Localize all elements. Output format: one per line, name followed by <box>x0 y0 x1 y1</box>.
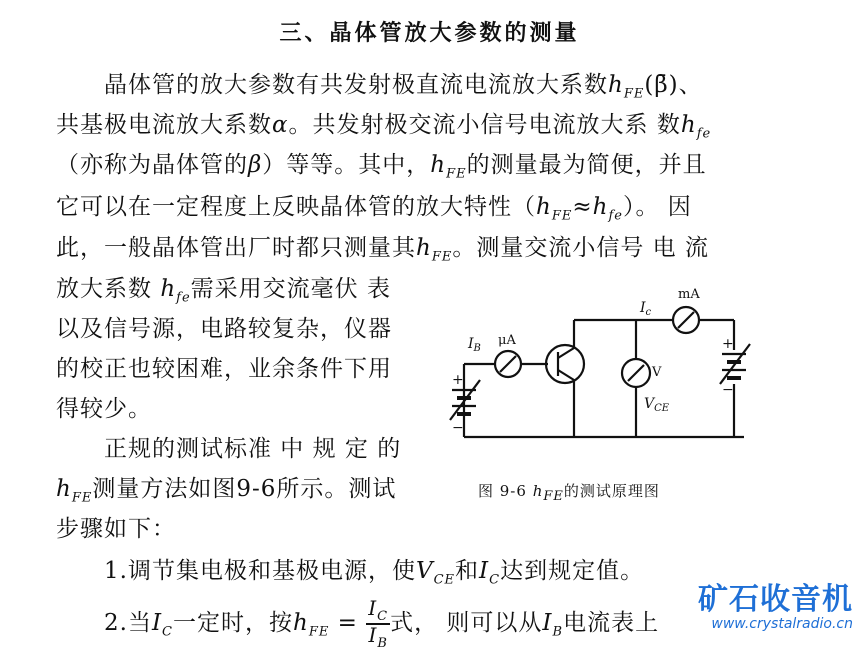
label-vce: $V_{CE}$ <box>644 396 670 414</box>
text: 它可以在一定程度上反映晶体管的放大特性（ <box>56 194 536 220</box>
text: ）等等。其中， <box>262 152 431 178</box>
math-symbol: h <box>680 112 697 138</box>
text: （亦称为晶体管的 <box>56 152 248 178</box>
meter-needle <box>628 365 644 381</box>
math-symbol: h <box>56 476 72 502</box>
text: 2.当 <box>104 610 152 636</box>
para2-line1: 正规的测试标准 中 规 定 的 <box>104 436 402 462</box>
math-subscript: FE <box>551 208 573 224</box>
watermark <box>698 574 853 632</box>
para2-line3: 步骤如下： <box>56 516 176 542</box>
math-subscript: C <box>489 572 501 588</box>
caption-number: 图 9-6 <box>478 482 533 500</box>
text: 1.调节集电极和基极电源，使 <box>104 558 416 584</box>
math-symbol: h <box>416 235 432 261</box>
math-symbol: h <box>293 610 309 636</box>
text: 电流表上 <box>563 610 660 636</box>
para1-line1 <box>104 66 703 102</box>
watermark-url: www.crystalradio.cn <box>711 616 853 632</box>
math-subscript: FE <box>446 166 467 182</box>
math-subscript: FE <box>308 624 330 640</box>
para1-line9: 得较少。 <box>56 396 152 422</box>
text: 测量方法如图9-6所示。测试 <box>92 476 397 502</box>
meter-needle <box>500 356 516 372</box>
math-symbol: h <box>430 152 447 178</box>
math-symbol: α <box>272 112 289 138</box>
text: 达到规定值。 <box>500 558 645 584</box>
para1-line8: 的校正也较困难，业余条件下用 <box>56 356 392 382</box>
label-milliamp: mA <box>678 287 700 302</box>
text: 放大系数 <box>56 276 161 302</box>
label-plus-right: + <box>722 336 734 352</box>
math-symbol: V <box>415 558 434 584</box>
math-subscript: C <box>377 609 389 624</box>
math-subscript: fe <box>176 290 191 306</box>
transistor-collector <box>558 348 574 358</box>
label-ib: $I_B$ <box>468 336 481 354</box>
watermark-title: 矿石收音机 <box>698 582 853 617</box>
text: (β̄)、 <box>644 72 703 98</box>
math-symbol: h <box>592 194 609 220</box>
meter-needle <box>678 312 694 328</box>
fraction-numerator <box>366 598 390 625</box>
para1-line3 <box>56 146 707 182</box>
math-symbol: I <box>151 610 163 636</box>
text: 。共发射极交流小信号电流放大系 数 <box>288 112 681 138</box>
text: 一定时，按 <box>173 610 293 636</box>
label-minus-left: − <box>452 420 464 436</box>
label-minus-right: − <box>722 382 734 398</box>
math-symbol: h <box>160 276 177 302</box>
math-subscript: FE <box>543 489 564 504</box>
math-subscript: FE <box>623 86 645 102</box>
para1-line4 <box>56 188 692 224</box>
transistor <box>546 345 584 383</box>
para2-line2 <box>56 470 396 506</box>
text: ≈ <box>572 194 593 220</box>
math-symbol: h <box>532 482 544 500</box>
math-subscript: B <box>552 624 564 640</box>
math-subscript: B <box>377 636 388 651</box>
para1-line6 <box>56 270 391 306</box>
text: 。测量交流小信号 电 流 <box>452 235 709 261</box>
math-subscript: FE <box>431 249 453 265</box>
math-subscript: CE <box>433 572 456 588</box>
para1-line2 <box>56 106 711 142</box>
section-title: 三、晶体管放大参数的测量 <box>279 20 580 46</box>
math-symbol: I <box>542 610 553 636</box>
caption-text: 的测试原理图 <box>563 482 660 500</box>
para1-line7: 以及信号源，电路较复杂，仪器 <box>56 316 392 342</box>
fraction <box>366 598 390 650</box>
math-symbol: I <box>479 558 490 584</box>
step-2 <box>104 598 659 650</box>
math-symbol: I <box>368 623 378 647</box>
step-1 <box>104 552 644 588</box>
math-symbol: h <box>608 72 624 98</box>
math-subscript: FE <box>71 490 93 506</box>
math-subscript: C <box>162 624 173 640</box>
math-symbol: β <box>248 152 263 178</box>
text: 的测量最为简便，并且 <box>466 152 707 178</box>
text: 式， 则可以从 <box>390 610 543 636</box>
math-subscript: fe <box>696 126 712 142</box>
text: 共基极电流放大系数 <box>56 112 272 138</box>
text: = <box>329 610 367 636</box>
label-microamp: μA <box>498 333 516 348</box>
text: 此，一般晶体管出厂时都只测量其 <box>56 235 416 261</box>
circuit-diagram <box>440 272 770 502</box>
math-symbol: I <box>368 596 378 620</box>
math-symbol: h <box>536 194 552 220</box>
fraction-denominator <box>366 625 390 650</box>
label-volt: V <box>652 365 662 380</box>
text: ）。 因 <box>622 194 692 220</box>
para1-line5 <box>56 229 709 265</box>
text: 和 <box>455 558 480 584</box>
label-plus-left: + <box>452 372 464 388</box>
label-ic: $I_c$ <box>640 300 652 318</box>
transistor-emitter <box>558 370 574 380</box>
text: 需采用交流毫伏 表 <box>190 276 391 302</box>
figure-caption <box>478 480 660 504</box>
text: 晶体管的放大参数有共发射极直流电流放大系数 <box>104 72 608 98</box>
math-subscript: fe <box>608 208 623 224</box>
